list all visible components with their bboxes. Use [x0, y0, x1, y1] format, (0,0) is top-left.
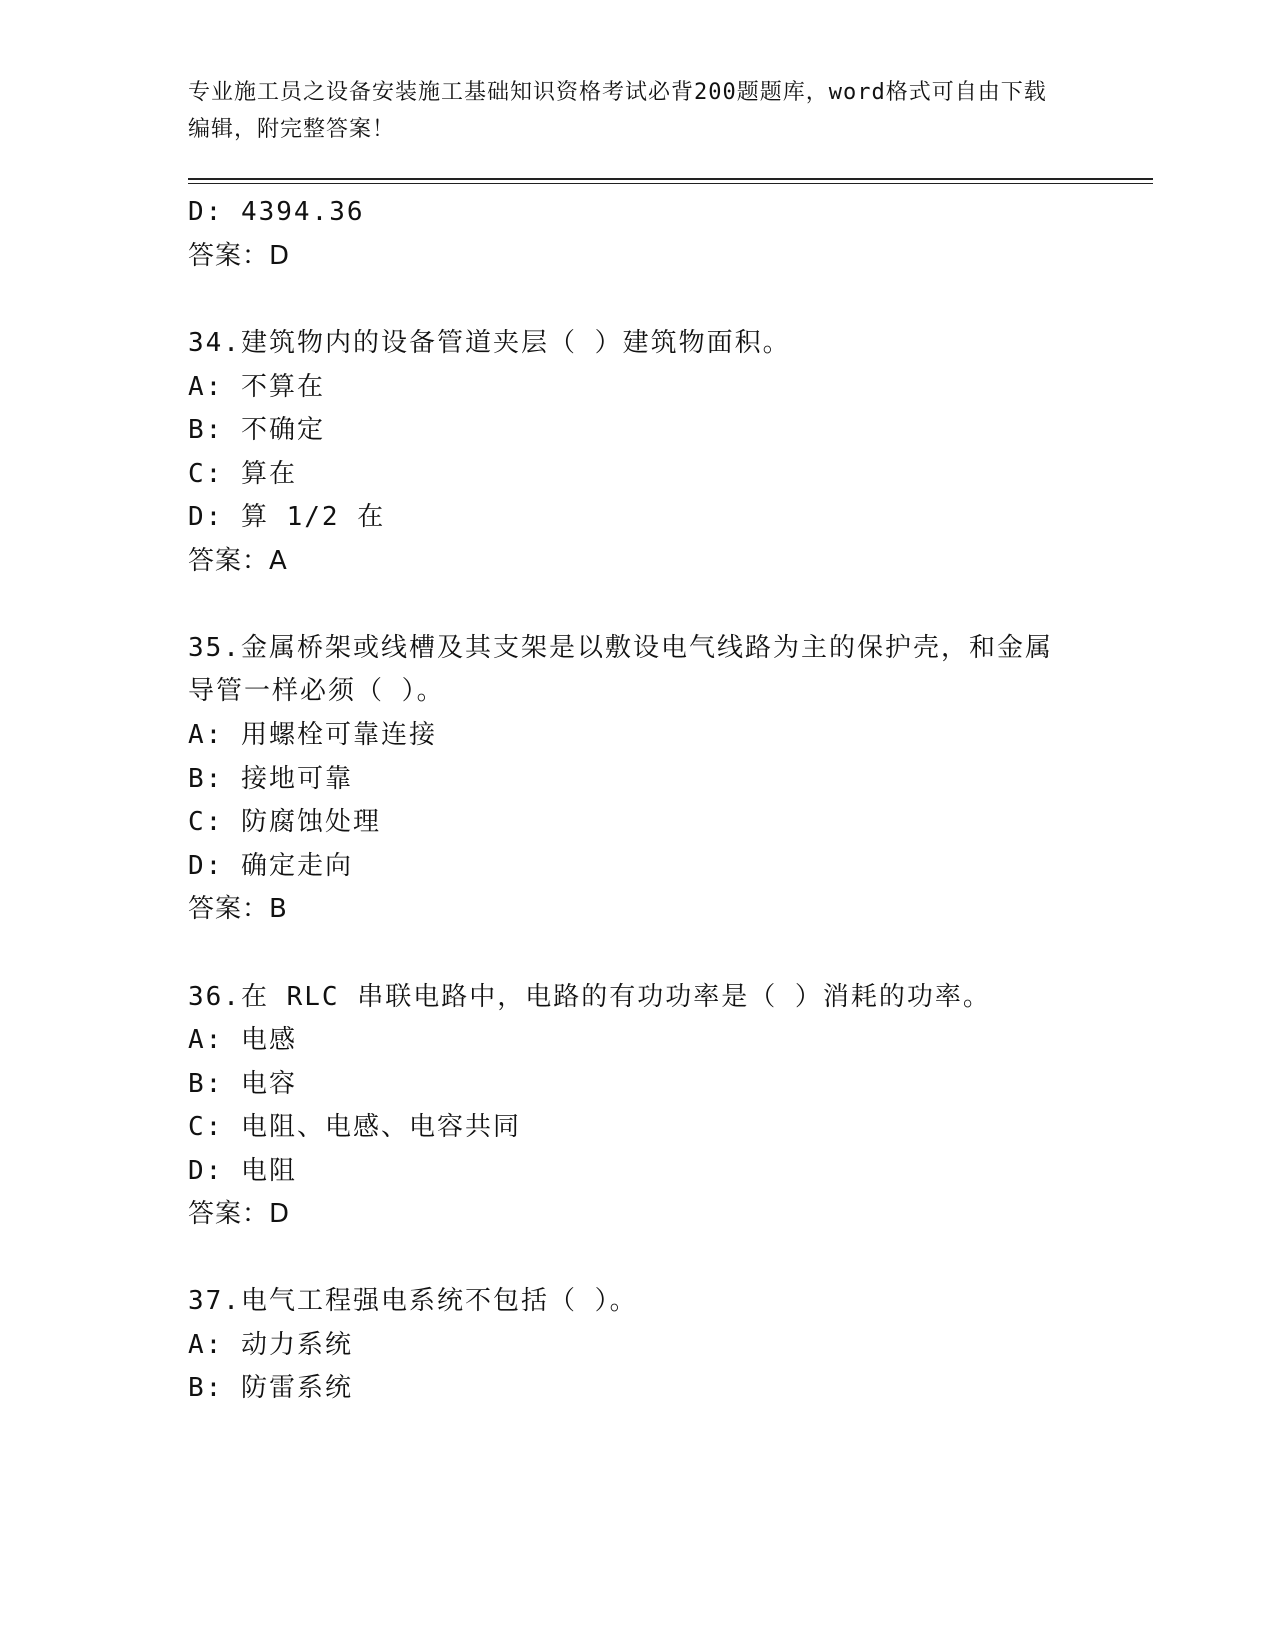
header-divider-thin: [188, 183, 1153, 184]
q35-option-b: B: 接地可靠: [188, 764, 353, 794]
q36-option-c: C: 电阻、电感、电容共同: [188, 1112, 521, 1142]
q36-stem: 36.在 RLC 串联电路中，电路的有功功率是（ ）消耗的功率。: [188, 982, 991, 1012]
q34-option-b: B: 不确定: [188, 415, 325, 445]
q34-answer: 答案：A: [188, 546, 288, 576]
q36-option-a: A: 电感: [188, 1025, 297, 1055]
q37-option-b: B: 防雷系统: [188, 1373, 353, 1403]
q35-stem-line1: 35.金属桥架或线槽及其支架是以敷设电气线路为主的保护壳，和金属: [188, 633, 1053, 663]
q34-option-a: A: 不算在: [188, 372, 325, 402]
prev-question-answer: 答案：D: [188, 241, 291, 271]
q35-answer: 答案：B: [188, 894, 288, 924]
q34-option-c: C: 算在: [188, 459, 297, 489]
q35-option-c: C: 防腐蚀处理: [188, 807, 381, 837]
q34-stem: 34.建筑物内的设备管道夹层（ ）建筑物面积。: [188, 328, 791, 358]
header-divider-thick: [188, 178, 1153, 180]
q36-option-b: B: 电容: [188, 1069, 297, 1099]
q35-stem-line2: 导管一样必须（ ）。: [188, 676, 445, 706]
document-header-title: 专业施工员之设备安装施工基础知识资格考试必背200题题库，word格式可自由下载编辑，附完整答案！: [188, 80, 1047, 142]
q35-option-d: D: 确定走向: [188, 851, 353, 881]
q37-stem: 37.电气工程强电系统不包括（ ）。: [188, 1286, 638, 1316]
q35-option-a: A: 用螺栓可靠连接: [188, 720, 437, 750]
q37-option-a: A: 动力系统: [188, 1330, 353, 1360]
q36-option-d: D: 电阻: [188, 1156, 297, 1186]
q34-option-d: D: 算 1/2 在: [188, 502, 386, 532]
prev-question-option-d: D: 4394.36: [188, 197, 365, 227]
q36-answer: 答案：D: [188, 1199, 291, 1229]
